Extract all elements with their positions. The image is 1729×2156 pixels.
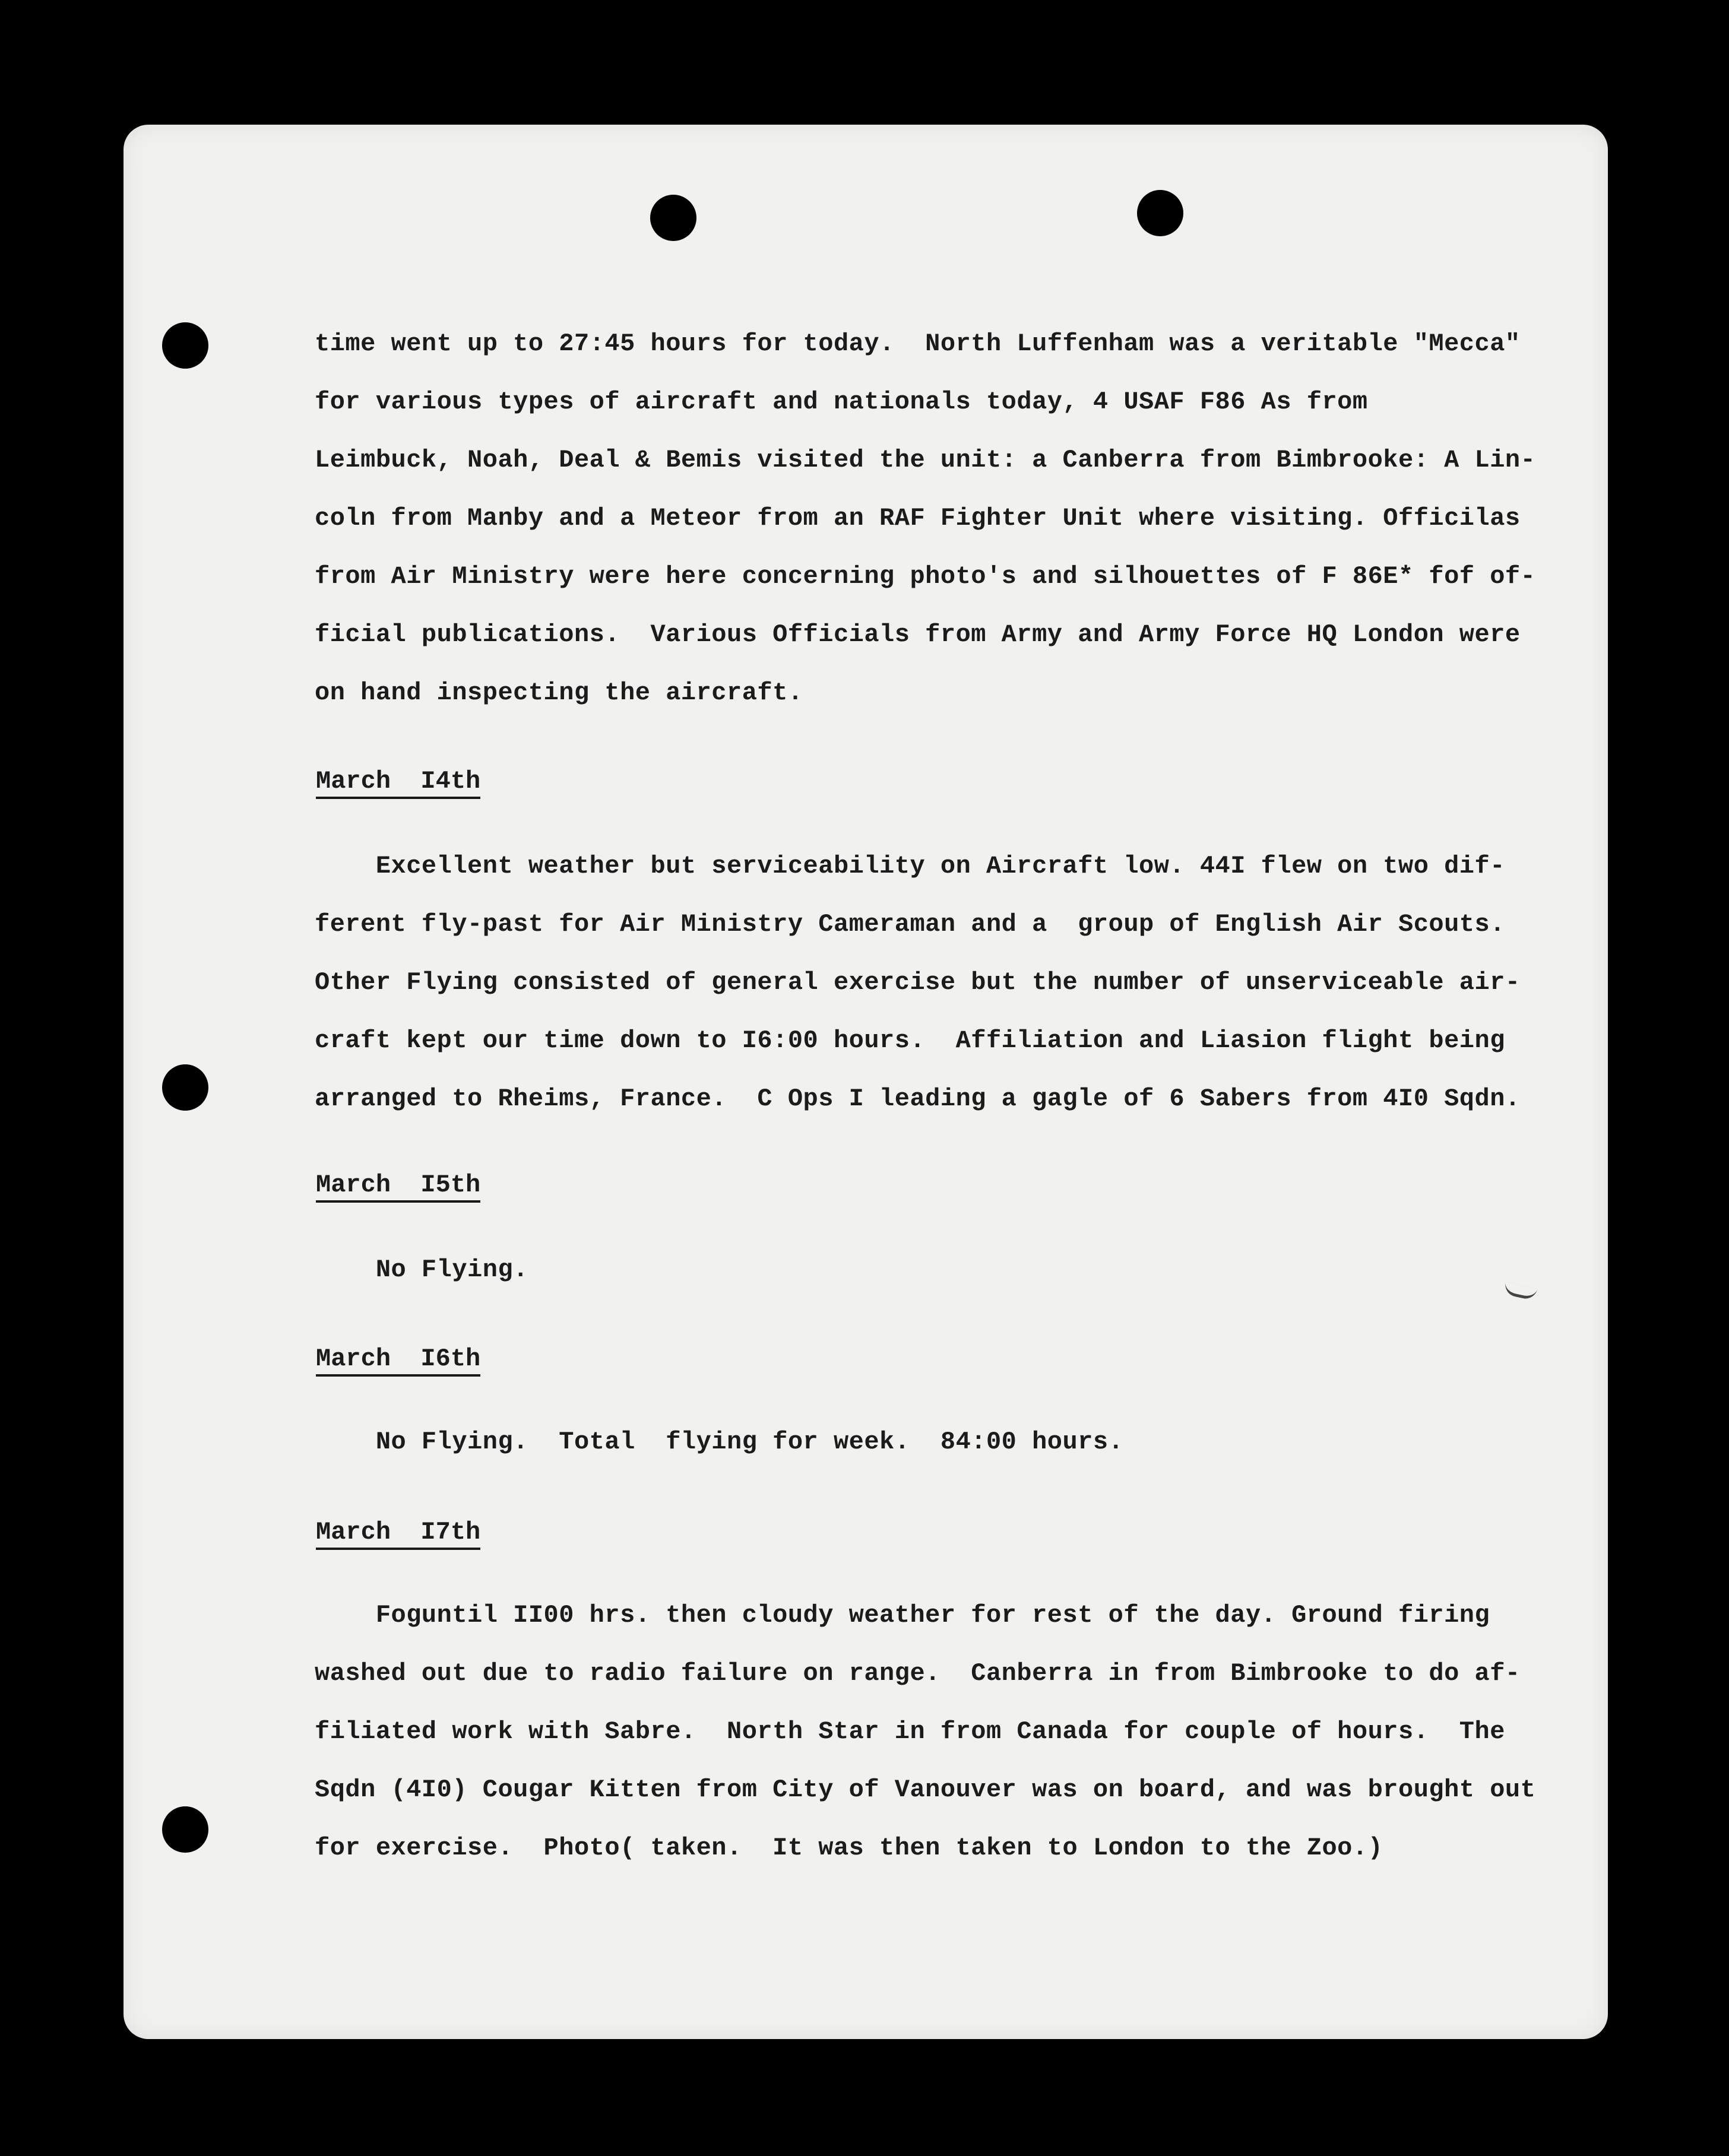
- punch-hole: [162, 1806, 208, 1853]
- text-line: arranged to Rheims, France. C Ops I leading a gagle of 6 Sabers from 4I0 Sqdn.: [315, 1085, 1521, 1113]
- text-line: Other Flying consisted of general exercise but the number of unserviceable air-: [315, 968, 1521, 997]
- text-line: Leimbuck, Noah, Deal & Bemis visited the unit: a Canberra from Bimbrooke: A Lin-: [315, 446, 1536, 474]
- text-line: on hand inspecting the aircraft.: [315, 678, 803, 707]
- text-line: for exercise. Photo( taken. It was then taken to London to the Zoo.): [315, 1834, 1383, 1862]
- punch-hole: [162, 322, 208, 369]
- text-line: No Flying.: [315, 1255, 528, 1284]
- text-line: No Flying. Total flying for week. 84:00 hours.: [315, 1428, 1124, 1456]
- text-line: Excellent weather but serviceability on Aircraft low. 44I flew on two dif-: [315, 852, 1505, 880]
- text-line: ferent fly-past for Air Ministry Cameraman and a group of English Air Scouts.: [315, 910, 1505, 939]
- text-line: filiated work with Sabre. North Star in from Canada for couple of hours. The: [315, 1717, 1505, 1746]
- text-line: coln from Manby and a Meteor from an RAF Fighter Unit where visiting. Officilas: [315, 504, 1521, 532]
- text-line: washed out due to radio failure on range. Canberra in from Bimbrooke to do af-: [315, 1659, 1521, 1688]
- text-line: for various types of aircraft and nationals today, 4 USAF F86 As from: [315, 388, 1368, 416]
- text-line: ficial publications. Various Officials from Army and Army Force HQ London were: [315, 620, 1521, 649]
- text-line: Foguntil II00 hrs. then cloudy weather for rest of the day. Ground firing: [315, 1601, 1490, 1629]
- punch-hole: [1137, 190, 1183, 236]
- text-line: craft kept our time down to I6:00 hours. Affiliation and Liasion flight being: [315, 1026, 1505, 1055]
- punch-hole: [650, 195, 696, 241]
- date-heading: March I7th: [316, 1518, 480, 1550]
- text-line: Sqdn (4I0) Cougar Kitten from City of Vanouver was on board, and was brought out: [315, 1775, 1536, 1804]
- date-heading: March I6th: [316, 1345, 480, 1377]
- document-page: [124, 125, 1608, 2039]
- punch-hole: [162, 1064, 208, 1111]
- date-heading: March I5th: [316, 1171, 480, 1203]
- ink-smudge: [1503, 1282, 1537, 1301]
- date-heading: March I4th: [316, 767, 480, 799]
- text-line: time went up to 27:45 hours for today. North Luffenham was a veritable "Mecca": [315, 329, 1521, 358]
- text-line: from Air Ministry were here concerning photo's and silhouettes of F 86E* fof of-: [315, 562, 1536, 591]
